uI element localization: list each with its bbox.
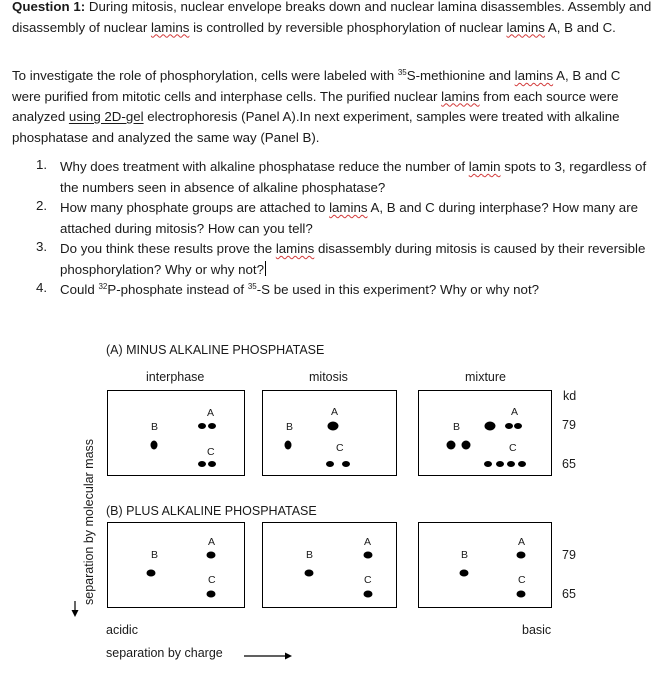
- spot: [364, 552, 373, 559]
- spot-label-a: A: [364, 536, 372, 548]
- spot: [305, 570, 314, 577]
- item-text: A, B and C during interphase? How many are attached during mitosis? How can you tell?: [60, 200, 639, 236]
- item-text: P-phosphate instead of: [107, 282, 248, 297]
- spellcheck-word[interactable]: lamins: [506, 19, 545, 35]
- spot: [198, 461, 206, 467]
- spot: [462, 441, 471, 450]
- x-axis-arrowhead: [285, 653, 292, 660]
- spellcheck-word[interactable]: lamins: [514, 68, 554, 83]
- spellcheck-word[interactable]: lamins: [441, 88, 480, 104]
- intro-text-a: During mitosis, nuclear envelope breaks down and nuclear lamina disassembles. Assembly and disassembly of nuclear: [12, 0, 652, 35]
- panel-a-title: (A) MINUS ALKALINE PHOSPHATASE: [106, 343, 325, 357]
- spot: [147, 570, 156, 577]
- item-text: Do you think these results prove the: [60, 241, 276, 256]
- y-axis-arrowhead: [72, 610, 79, 617]
- spellcheck-word[interactable]: lamins: [275, 241, 315, 256]
- spot: [517, 552, 526, 559]
- spot-label-a: A: [208, 536, 216, 548]
- spot-label-c: C: [208, 574, 216, 586]
- spot: [496, 461, 504, 467]
- spot: [485, 422, 496, 431]
- spot-label-b: B: [453, 421, 461, 433]
- kd-label: kd: [563, 389, 577, 403]
- kd-79-a: 79: [562, 418, 576, 432]
- item-text: disassembly during mitosis is caused by their reversible phosphorylation? Why or why not?: [60, 241, 646, 277]
- spot: [517, 591, 526, 598]
- p2-text-d: from each source were analyzed: [12, 88, 619, 124]
- spot: [208, 461, 216, 467]
- spot: [505, 423, 513, 429]
- spot: [285, 441, 292, 450]
- spellcheck-word[interactable]: lamin: [468, 159, 501, 174]
- kd-79-b: 79: [562, 548, 576, 562]
- spot: [151, 441, 158, 450]
- spot-label-b: B: [461, 549, 469, 561]
- list-number: 3.: [36, 239, 48, 254]
- spot: [328, 422, 339, 431]
- spot: [208, 423, 216, 429]
- spot: [518, 461, 526, 467]
- column-mixture: mixture: [465, 370, 506, 384]
- spellcheck-word[interactable]: lamins: [150, 19, 190, 35]
- spot-label-b: B: [286, 421, 294, 433]
- column-mitosis: mitosis: [309, 370, 348, 384]
- item-text: Could: [60, 282, 99, 297]
- spot-label-c: C: [518, 574, 526, 586]
- spot: [507, 461, 515, 467]
- spot: [460, 570, 469, 577]
- spot-label-a: A: [207, 407, 215, 419]
- kd-65-a: 65: [562, 457, 576, 471]
- p2-text-c: A, B and C were purified from mitotic cells and interphase cells. The purified nuclear: [12, 68, 621, 104]
- item-text: How many phosphate groups are attached to: [60, 200, 330, 215]
- acidic-label: acidic: [106, 623, 138, 637]
- superscript: 35: [397, 68, 407, 77]
- spot-label-c: C: [336, 442, 344, 454]
- spot-label-c: C: [364, 574, 372, 586]
- column-interphase: interphase: [146, 370, 205, 384]
- kd-65-b: 65: [562, 587, 576, 601]
- spot: [342, 461, 350, 467]
- spot-label-a: A: [331, 406, 339, 418]
- list-number: 2.: [36, 198, 48, 213]
- spot: [207, 591, 216, 598]
- spot: [364, 591, 373, 598]
- list-number: 1.: [36, 157, 48, 172]
- spot-label-b: B: [306, 549, 314, 561]
- x-axis-label: separation by charge: [106, 646, 223, 660]
- list-number: 4.: [36, 280, 48, 295]
- spellcheck-word[interactable]: lamins: [329, 200, 368, 215]
- p2-text-b: S-methionine and: [406, 68, 515, 83]
- spot-label-c: C: [509, 442, 517, 454]
- item-text: -S be used in this experiment? Why or why not?: [256, 282, 540, 297]
- spot: [514, 423, 522, 429]
- superscript: 32: [98, 282, 108, 291]
- spot-label-b: B: [151, 421, 159, 433]
- intro-text-b: is controlled by reversible phosphorylation of nuclear: [189, 19, 507, 35]
- question-title: Question 1:: [12, 0, 86, 14]
- spot: [326, 461, 334, 467]
- spot-label-b: B: [151, 549, 159, 561]
- intro-text-c: A, B and C.: [544, 19, 616, 35]
- panel-b-title: (B) PLUS ALKALINE PHOSPHATASE: [106, 504, 317, 518]
- spot-label-a: A: [518, 536, 526, 548]
- item-text: Why does treatment with alkaline phosphatase reduce the number of: [60, 159, 469, 174]
- spot-label-a: A: [511, 406, 519, 418]
- spot: [447, 441, 456, 450]
- spot-label-c: C: [207, 446, 215, 458]
- superscript: 35: [247, 282, 257, 291]
- item-text: spots to 3, regardless of the numbers seen in absence of alkaline phosphatase?: [60, 159, 647, 195]
- basic-label: basic: [522, 623, 552, 637]
- p2-text-a: To investigate the role of phosphorylation, cells were labeled with: [12, 68, 398, 83]
- spot: [198, 423, 206, 429]
- underlined-text[interactable]: using 2D-gel: [68, 109, 144, 124]
- p2-text-e: electrophoresis (Panel A).In next experiment, samples were treated with alkaline phosphatase and analyzed the same way (Panel B).: [12, 109, 620, 145]
- spot: [207, 552, 216, 559]
- spot: [484, 461, 492, 467]
- y-axis-label: separation by molecular mass: [82, 438, 96, 605]
